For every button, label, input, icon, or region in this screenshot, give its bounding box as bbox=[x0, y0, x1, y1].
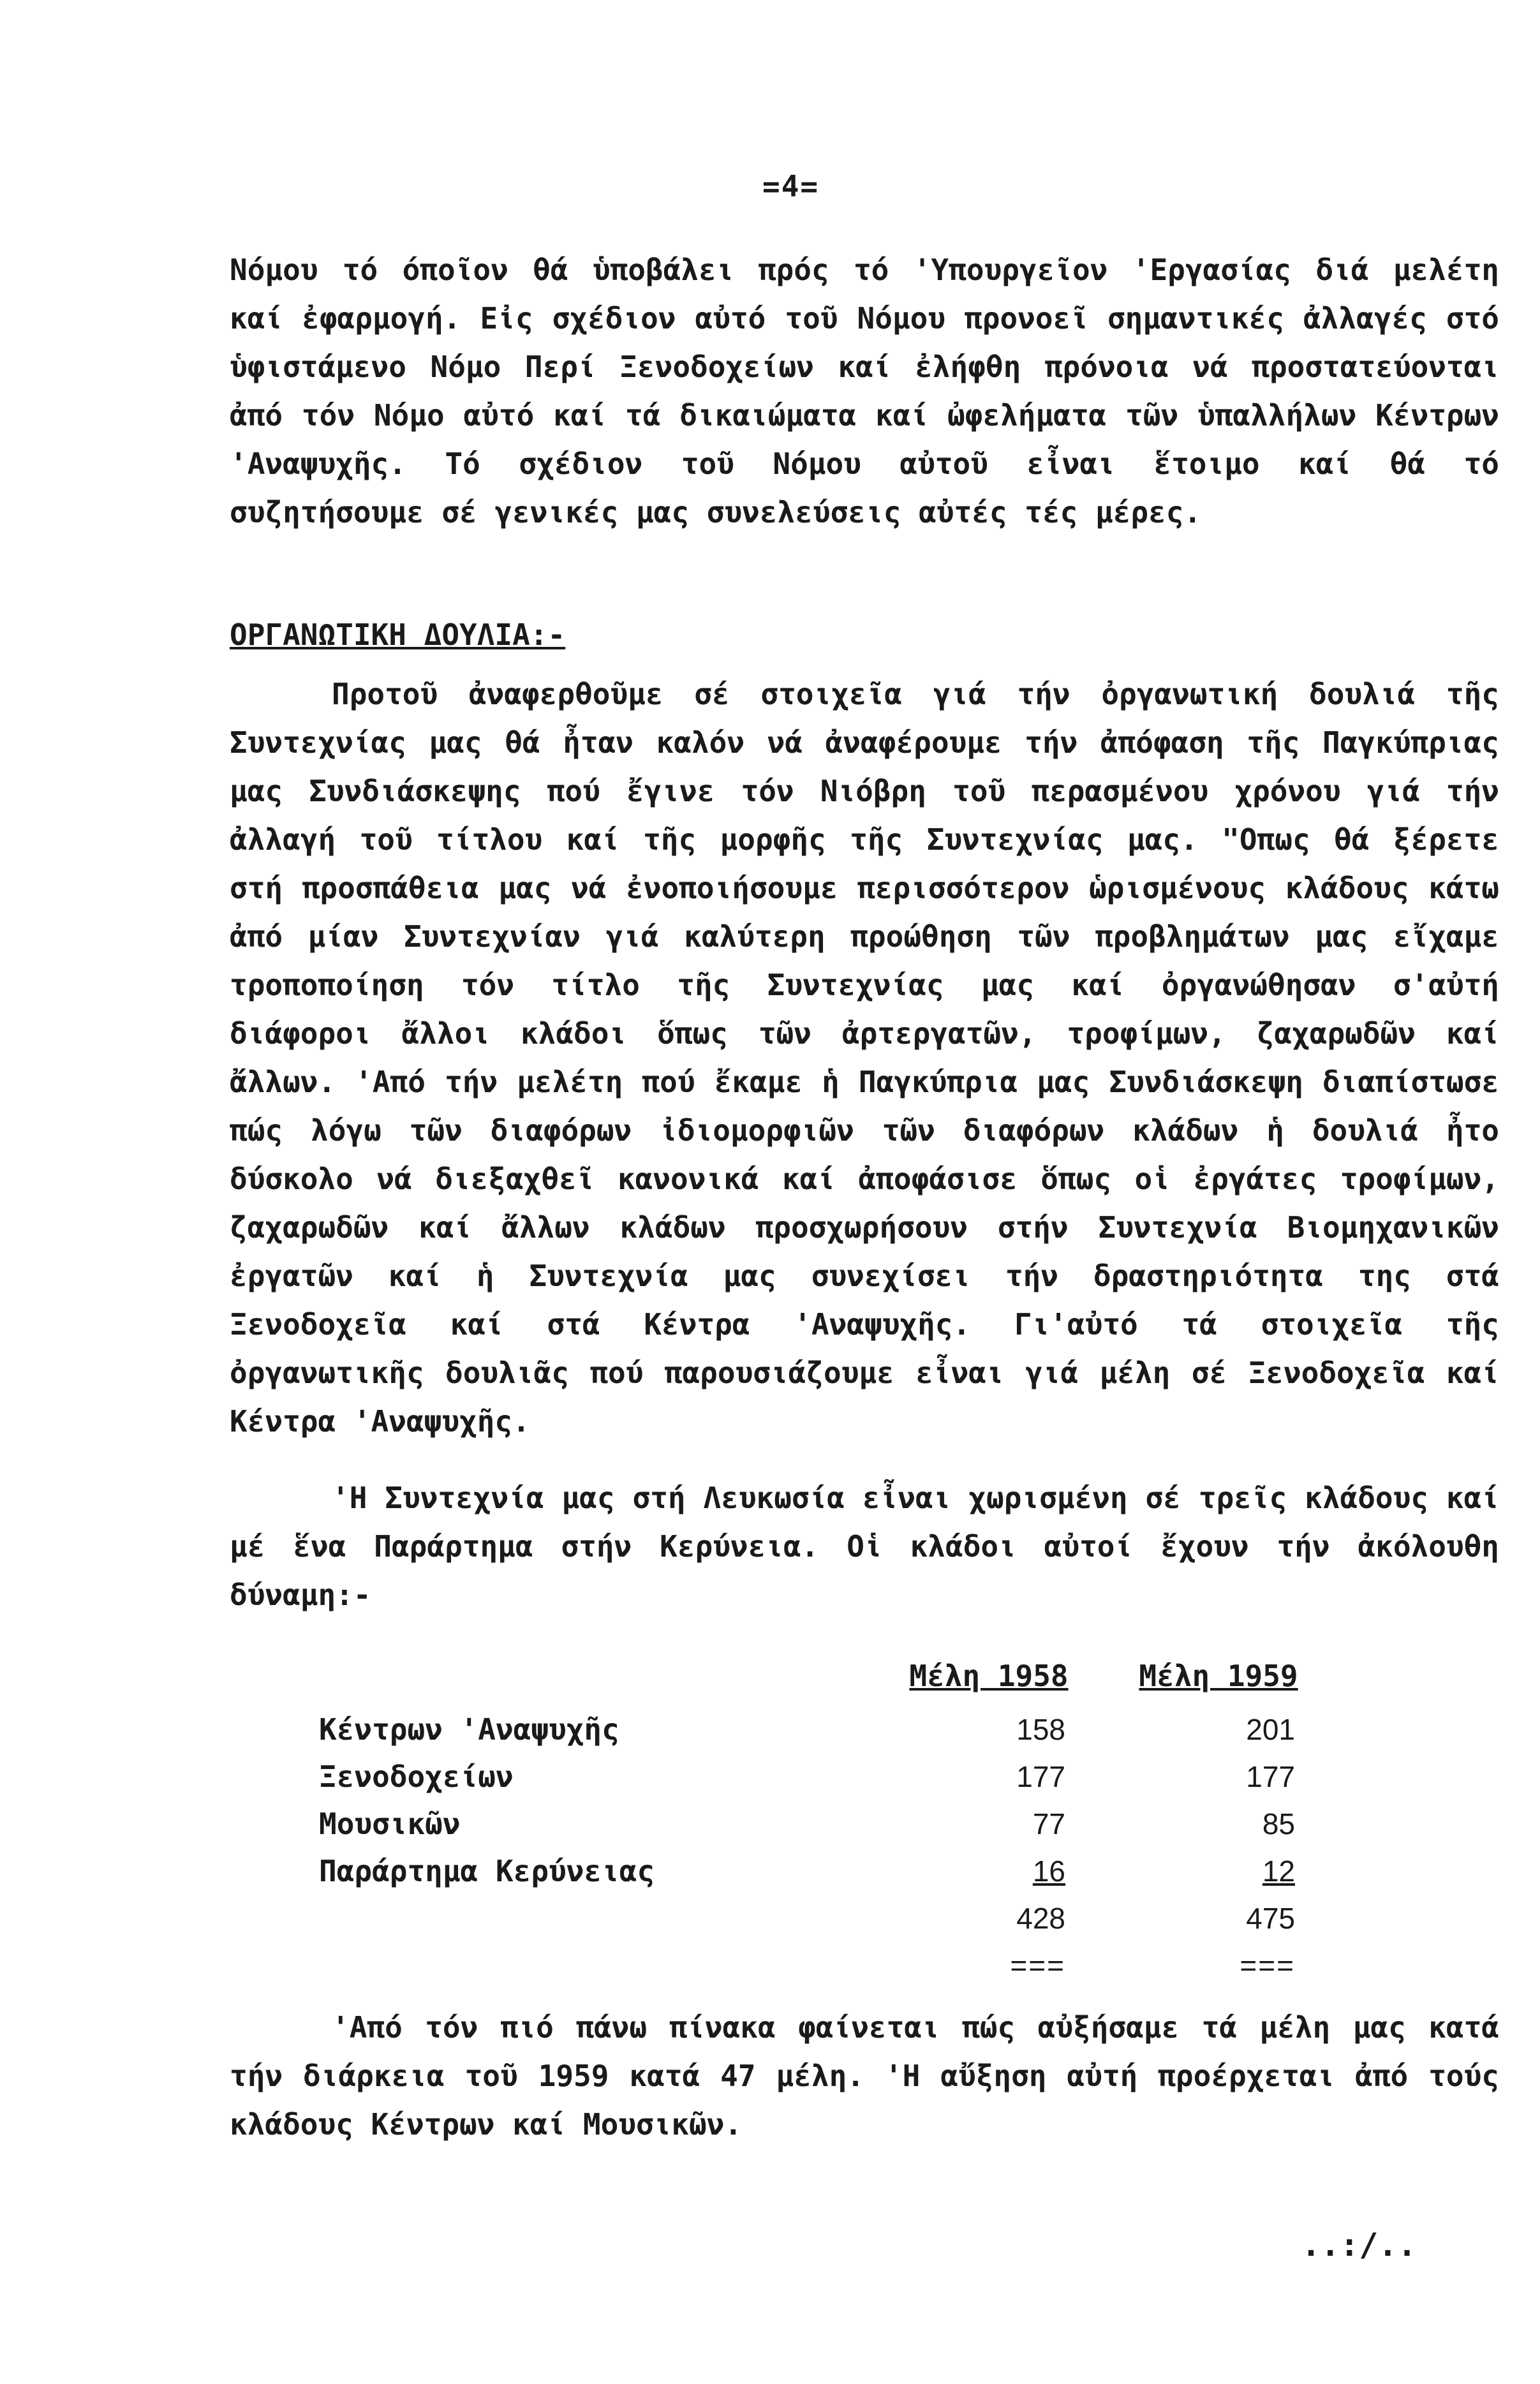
table-row bbox=[319, 1706, 1333, 1753]
double-rule-row bbox=[319, 1942, 1333, 1989]
value-1958: 16 bbox=[1032, 1855, 1065, 1888]
totals-row bbox=[319, 1895, 1333, 1942]
membership-table bbox=[319, 1659, 1333, 1989]
value-1958: 77 bbox=[1032, 1807, 1065, 1840]
paragraph-organizational-work: Προτοῦ ἀναφερθοῦμε σέ στοιχεῖα γιά τήν ὀργανωτική δουλιά τῆς Συντεχνίας μας θά ἦταν καλόν νά ἀναφέρουμε τήν ἀπόφαση τῆς Παγκύπριας μας Συνδιάσκεψης πού ἔγινε τόν Νιόβρη τοῦ περασμένου χρόνου γιά τήν ἀλλαγή τοῦ τίτλου καί τῆς μορφῆς τῆς Συντεχνίας μας. "Οπως θά ξέρετε στή προσπάθεια μας νά ἐνοποιήσουμε περισσότερον ὡρισμένους κλάδους κάτω ἀπό μίαν Συντεχνίαν γιά καλύτερη προώθηση τῶν προβλημάτων μας εἴχαμε τροποποίηση τόν τίτλο τῆς Συντεχνίας μας καί ὀργανώθησαν σ'αὐτή διάφοροι ἄλλοι κλάδοι ὅπως τῶν ἀρτεργατῶν, τροφίμων, ζαχαρωδῶν καί ἄλλων. 'Από τήν μελέτη πού ἔκαμε ἡ Παγκύπρια μας Συνδιάσκεψη διαπίστωσε πώς λόγω τῶν διαφόρων ἰδιομορφιῶν τῶν διαφόρων κλάδων ἡ δουλιά ἦτο δύσκολο νά διεξαχθεῖ κανονικά καί ἀποφάσισε ὅπως οἱ ἐργάτες τροφίμων, ζαχαρωδῶν καί ἄλλων κλάδων προσχωρήσουν στήν Συντεχνία Βιομηχανικῶν ἐργατῶν καί ἡ Συντεχνία μας συνεχίσει τήν δραστηριότητα της στά Ξενοδοχεῖα καί στά Κέντρα 'Αναψυχῆς. Γι'αὐτό τά στοιχεῖα τῆς ὀργανωτικῆς δουλιᾶς πού παρουσιάζουμε εἶναι γιά μέλη σέ Ξενοδοχεῖα καί Κέντρα 'Αναψυχῆς. bbox=[230, 677, 1499, 1439]
paragraph-law-draft: Νόμου τό όποῖον θά ὑποβάλει πρός τό 'Υπουργεῖον 'Εργασίας διά μελέτη καί ἐφαρμογή. Εἰς σχέδιον αὐτό τοῦ Νόμου προνοεῖ σημαντικές ἀλλαγές στό ὑφιστάμενο Νόμο Περί Ξενοδοχείων καί ἐλήφθη πρόνοια νά προστατεύονται ἀπό τόν Νόμο αὐτό καί τά δικαιώματα καί ὠφελήματα τῶν ὑπαλλήλων Κέντρων 'Αναψυχῆς. Τό σχέδιον τοῦ Νόμου αὐτοῦ εἶναι ἕτοιμο καί θά τό συζητήσουμε σέ γενικές μας συνελεύσεις αὐτές τές μέρες. bbox=[230, 253, 1499, 529]
paragraph-branches: 'Η Συντεχνία μας στή Λευκωσία εἶναι χωρισμένη σέ τρεῖς κλάδους καί μέ ἕνα Παράρτημα στήν Κερύνεια. Οἱ κλάδοι αὐτοί ἔχουν τήν ἀκόλουθη δύναμη:- bbox=[230, 1481, 1499, 1612]
total-1958: 428 bbox=[1016, 1902, 1065, 1935]
row-label: Ξενοδοχείων bbox=[319, 1759, 514, 1794]
row-label: Κέντρων 'Αναψυχῆς bbox=[319, 1712, 619, 1747]
value-1958: 177 bbox=[1016, 1760, 1065, 1793]
table-row bbox=[319, 1847, 1333, 1895]
section-heading: ΟΡΓΑΝΩΤΙΚΗ ΔΟΥΛΙΑ:- bbox=[230, 618, 566, 652]
paragraph-conclusion: 'Από τόν πιό πάνω πίνακα φαίνεται πώς αὐξήσαμε τά μέλη μας κατά τήν διάρκεια τοῦ 1959 κατά 47 μέλη. 'Η αὔξηση αὐτή προέρχεται ἀπό τούς κλάδους Κέντρων καί Μουσικῶν. bbox=[230, 2010, 1499, 2142]
double-rule-1959: === bbox=[1240, 1949, 1295, 1982]
value-1959: 177 bbox=[1246, 1760, 1295, 1793]
column-header-1958: Μέλη 1958 bbox=[909, 1659, 1069, 1693]
value-1958: 158 bbox=[1016, 1713, 1065, 1746]
row-label: Μουσικῶν bbox=[319, 1807, 461, 1841]
table-row bbox=[319, 1800, 1333, 1847]
table-row bbox=[319, 1753, 1333, 1800]
value-1959: 201 bbox=[1246, 1713, 1295, 1746]
continuation-mark: ..:/.. bbox=[1301, 2226, 1417, 2263]
double-rule-1958: === bbox=[1010, 1949, 1065, 1982]
page-number: =4= bbox=[762, 169, 820, 204]
value-1959: 85 bbox=[1262, 1807, 1295, 1840]
value-1959: 12 bbox=[1262, 1855, 1295, 1888]
column-header-1959: Μέλη 1959 bbox=[1139, 1659, 1298, 1693]
row-label: Παράρτημα Κερύνειας bbox=[319, 1854, 655, 1888]
total-1959: 475 bbox=[1246, 1902, 1295, 1935]
